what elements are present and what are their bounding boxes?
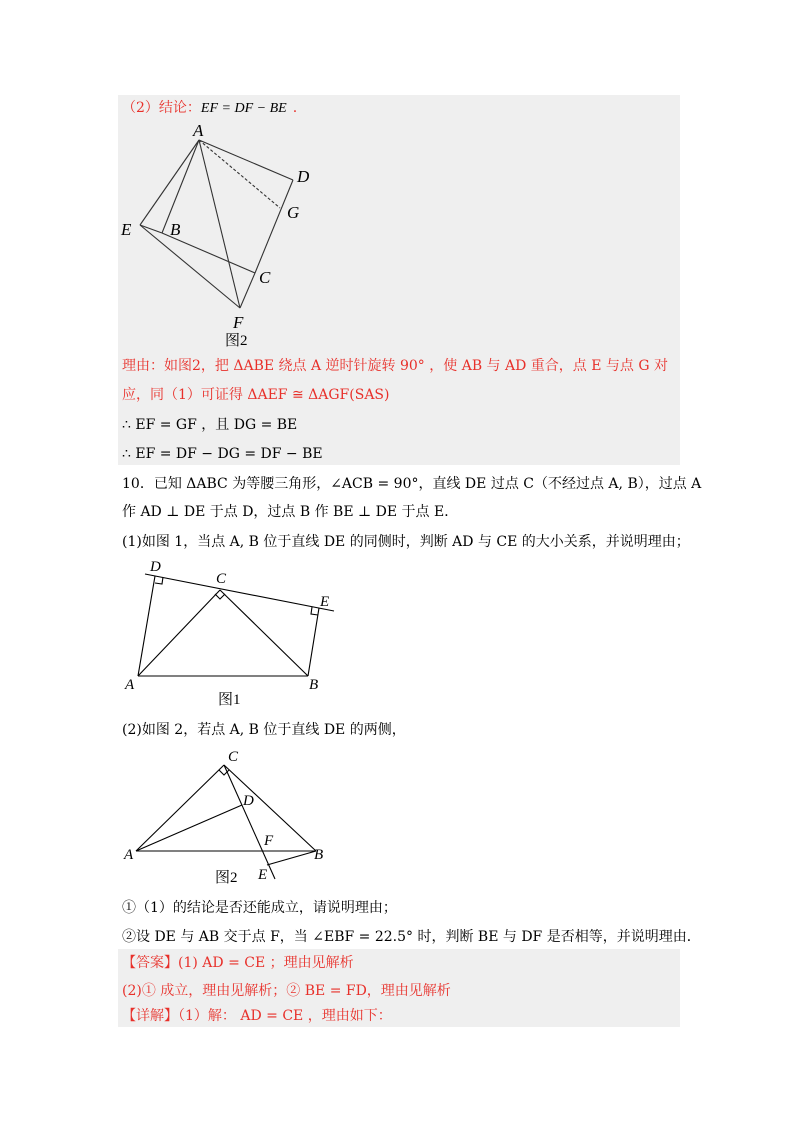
label-C: C: [259, 268, 271, 287]
conclusion-label-text: （2）结论：: [122, 100, 201, 116]
edge-AF: [199, 140, 240, 308]
figure-caption: 图1: [218, 692, 241, 708]
edge-AC: [136, 765, 224, 851]
figure-caption: 图2: [225, 333, 248, 349]
line-DE: [224, 765, 275, 879]
label-E: E: [121, 220, 132, 239]
reason-line-3: ∴ EF = GF ，且 DG = BE: [122, 417, 298, 433]
reason-line-4: ∴ EF = DF − DG = DF − BE: [122, 446, 323, 462]
figure-caption: 图2: [215, 870, 238, 885]
label-A: A: [124, 847, 134, 863]
label-B: B: [309, 677, 319, 693]
answer-tag: 【答案】: [122, 955, 178, 971]
label-G: G: [287, 203, 300, 222]
label-C: C: [228, 749, 239, 765]
reason-line-2: 应，同（1）可证得 ΔAEF ≅ ΔAGF(SAS): [122, 387, 390, 403]
edge-BE: [308, 608, 319, 676]
edge-DC: [255, 180, 293, 273]
detail-text: （1）解： AD = CE ，理由如下：: [178, 1008, 392, 1024]
conclusion-label: [122, 98, 297, 119]
label-B: B: [314, 847, 324, 863]
answer-line-1-text: (1) AD = CE ；理由见解析: [178, 955, 354, 971]
edge-AD: [136, 805, 242, 851]
right-angle-C: [215, 594, 225, 599]
label-D: D: [297, 167, 310, 186]
edge-BA: [162, 140, 199, 233]
edge-AE: [140, 140, 199, 225]
edge-AD: [199, 140, 293, 180]
conclusion-end: .: [292, 100, 298, 116]
q10-part-1: (1)如图 1，当点 A, B 位于直线 DE 的同侧时，判断 AD 与 CE 的大小关系，并说明理由；: [122, 534, 690, 550]
edge-CB: [162, 233, 255, 273]
edge-FC: [240, 273, 255, 308]
detail-line: [122, 1006, 392, 1026]
label-E: E: [258, 867, 268, 883]
answer-line-1: [122, 953, 354, 973]
edge-AG-dashed: [199, 140, 280, 208]
right-angle-D: [155, 577, 163, 584]
label-B: B: [170, 220, 181, 239]
label-E: E: [320, 594, 330, 610]
detail-tag: 【详解】: [122, 1008, 178, 1024]
figure-2-diagram: [120, 745, 340, 885]
label-F: F: [233, 313, 244, 332]
edge-EF: [140, 225, 240, 308]
edge-EB: [140, 225, 162, 233]
conclusion-formula: EF = DF − BE: [200, 101, 287, 116]
reason-line-1: 理由：如图2，把 ΔABE 绕点 A 逆时针旋转 90° ，使 AB 与 AD 重合，点 E 与点 G 对: [122, 358, 668, 374]
label-C: C: [216, 571, 227, 587]
q10-line-1: 10．已知 ΔABC 为等腰三角形，∠ACB = 90°，直线 DE 过点 C（不经过点 A, B），过点 A: [122, 476, 702, 492]
q10-sub-1: ①（1）的结论是否还能成立，请说明理由；: [122, 900, 397, 916]
q10-sub-2: ②设 DE 与 AB 交于点 F，当 ∠EBF = 22.5° 时，判断 BE 与 DF 是否相等，并说明理由．: [122, 929, 701, 945]
edge-BE: [267, 851, 316, 865]
q10-part-2: (2)如图 2，若点 A, B 位于直线 DE 的两侧，: [122, 722, 406, 738]
answer-line-2: (2)① 成立，理由见解析；② BE = FD，理由见解析: [122, 983, 451, 999]
label-D: D: [150, 559, 161, 575]
q10-line-2: 作 AD ⊥ DE 于点 D，过点 B 作 BE ⊥ DE 于点 E．: [122, 504, 459, 520]
label-A: A: [125, 677, 135, 693]
label-D: D: [243, 793, 254, 809]
label-A: A: [193, 121, 204, 140]
figure-rotation-diagram: [115, 118, 315, 353]
label-F: F: [264, 833, 274, 849]
line-DE: [145, 574, 334, 611]
figure-1-diagram: [120, 556, 350, 711]
